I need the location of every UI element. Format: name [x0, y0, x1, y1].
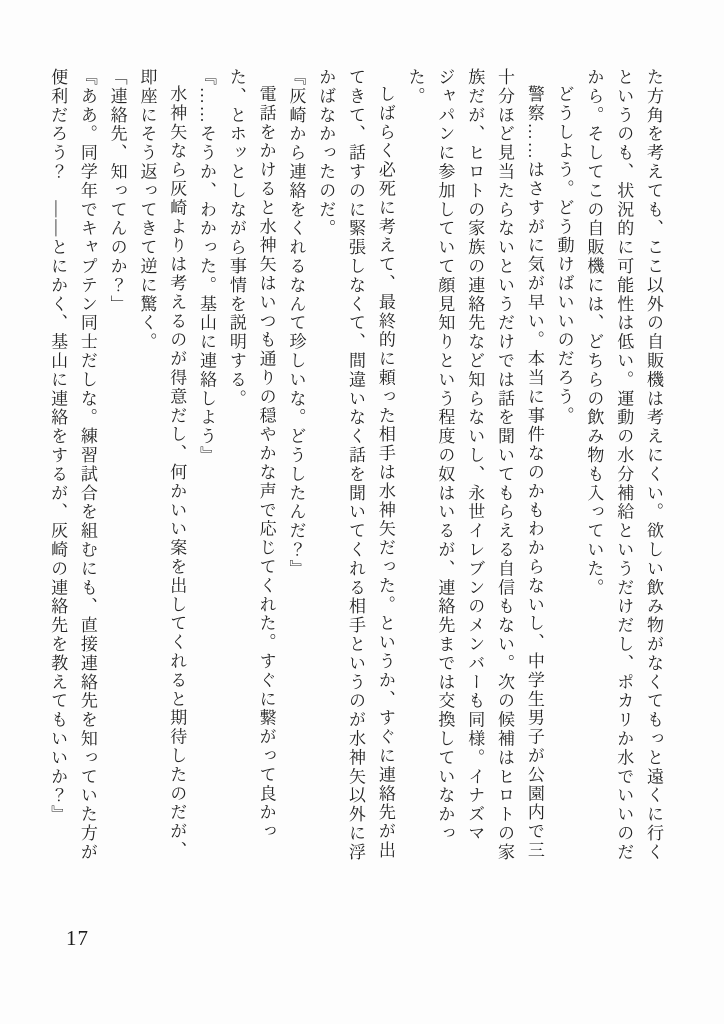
paragraph-5-dialogue: 『灰崎から連絡をくれるなんて珍しいな。どうしたんだ？』 [286, 68, 306, 579]
paragraph-4: しばらく必死に考えて、最終的に頼った相手は水神矢だった。というか、すぐに連絡先が出てきて、話すのに緊張しなくて、間違いなく話を聞いてくれる相手というのが水神矢以外に浮かばなかったのだ。 [316, 68, 395, 862]
paragraph-7-dialogue: 『……そうか、わかった。基山に連絡しよう』 [197, 68, 217, 465]
paragraph-8: 水神矢なら灰崎よりは考えるのが得意だし、何かいい案を出してくれると期待したのだが、即座にそう返ってきて逆に驚く。 [137, 68, 187, 860]
page-number: 17 [66, 926, 89, 950]
paragraph-3: 警察……はさすがに気が早い。本当に事件なのかもわからないし、中学生男子が公園内で三十分ほど見当たらないというだけでは話を聞いてもらえる自信もない。次の候補はヒロトの家族だが、ヒロトの家族の連絡先など知らないし、永世イレブンのメンバーも同様。イナズマジャパンに参加していて顔見知りという程度の奴はいるが、連絡先までは交換していなかった。 [405, 68, 544, 862]
paragraph-6: 電話をかけると水神矢はいつも通りの穏やかな声で応じてくれた。すぐに繋がって良かった、とホッとしながら事情を説明する。 [226, 68, 276, 841]
novel-text-block [48, 68, 668, 868]
paragraph-9-dialogue: 「連絡先、知ってんのか？」 [107, 68, 127, 314]
paragraph-2: どうしよう。どう動けばいいのだろう。 [554, 85, 574, 426]
paragraph-1: た方角を考えても、ここ以外の自販機は考えにくい。欲しい飲み物がなくてもっと遠くに行くというのも、状況的に可能性は低い。運動の水分補給というだけだし、ポカリか水でいいのだから。そしてこの自販機には、どちらの飲み物も入っていた。 [584, 68, 663, 862]
paragraph-10-dialogue: 『ああ。同学年でキャプテン同士だしな。練習試合を組むにも、直接連絡先を知っていた方が便利だろう？ ――とにかく、基山に連絡をするが、灰崎の連絡先を教えてもいいか？』 [48, 68, 97, 862]
